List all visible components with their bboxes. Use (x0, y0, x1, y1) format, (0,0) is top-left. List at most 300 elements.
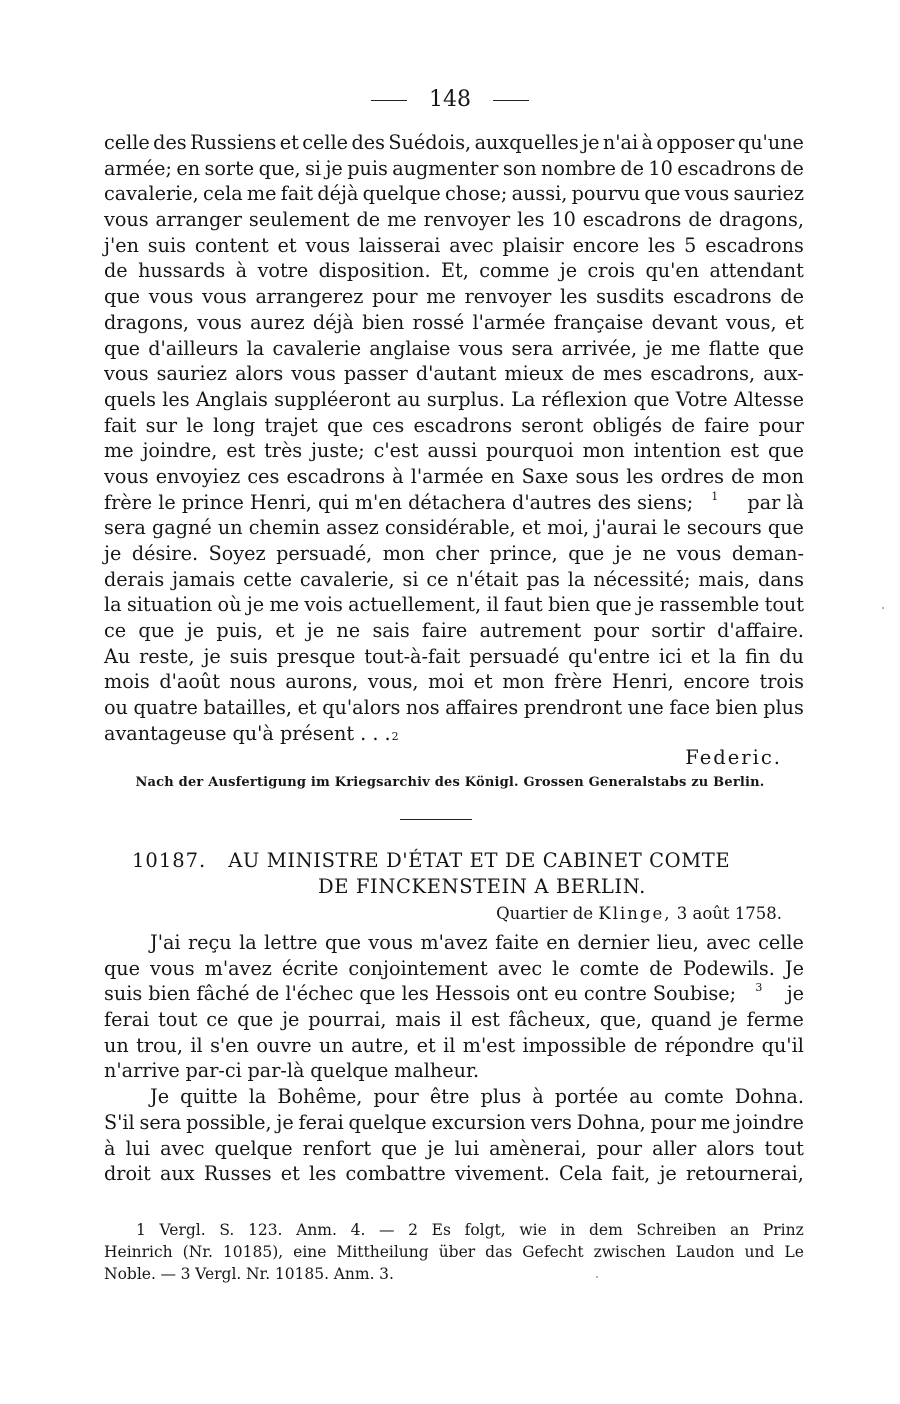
word: prendront (523, 696, 623, 720)
word: un (318, 1033, 344, 1057)
text-line (104, 618, 804, 644)
word: désire. (131, 542, 199, 565)
word: d'autant (415, 362, 497, 386)
word: déjà (312, 310, 354, 334)
text-segment: par là (747, 490, 804, 514)
text-line (104, 1136, 804, 1162)
word: Altesse (733, 387, 804, 411)
word: Cela (558, 1162, 603, 1186)
word: qu'en (645, 259, 700, 283)
word: dans (758, 567, 804, 591)
word: Je (150, 1085, 170, 1109)
word: d'août (159, 670, 220, 694)
word: et (277, 233, 297, 257)
word: lettre (264, 931, 318, 954)
header-rule-left (371, 100, 407, 101)
text-line (104, 233, 804, 259)
word: est (470, 1008, 500, 1032)
word: que, (258, 156, 301, 180)
word: je (203, 644, 221, 668)
word: 5 (684, 233, 697, 257)
word: arranger (155, 208, 242, 232)
word: intention (633, 439, 722, 463)
date-prefix: Quartier de (496, 904, 594, 923)
word: à (641, 131, 653, 154)
word: que (595, 593, 632, 617)
word: Mittheilung (336, 1243, 429, 1261)
word: les (560, 285, 588, 309)
word: la (248, 1085, 267, 1109)
word: secours (686, 516, 762, 540)
word: par-là (247, 1059, 305, 1083)
word: ce (206, 1008, 229, 1032)
word: alors (706, 1136, 755, 1160)
word: pour (650, 1110, 696, 1134)
word: La (511, 387, 536, 411)
word: ferme (746, 1008, 804, 1032)
word: ne (336, 619, 361, 643)
word: j'aurai (595, 516, 658, 540)
word: autre, (351, 1033, 410, 1057)
word: d'affaire. (717, 619, 804, 643)
word: seront (521, 413, 584, 437)
word: quelque (214, 1136, 293, 1160)
word: 3. (379, 1265, 394, 1283)
word: dem (588, 1221, 623, 1239)
word: aller (652, 1136, 697, 1160)
word: arrangerez (255, 285, 364, 309)
letter-continuation-body (104, 130, 804, 747)
page-number: 148 (429, 87, 471, 112)
word: les (517, 208, 545, 232)
word: je (104, 542, 122, 565)
word: Gefecht (522, 1243, 584, 1261)
word: rossé (412, 310, 465, 334)
word: vous (104, 362, 149, 386)
word: renvoyer (464, 285, 552, 309)
word: portée (554, 1085, 619, 1109)
word: nécessité; (593, 567, 691, 591)
word: des (153, 131, 187, 154)
text-line (104, 721, 804, 747)
word: encore (572, 233, 640, 257)
word: celle (758, 931, 804, 954)
word: avec (449, 233, 494, 257)
word: je (659, 1162, 677, 1186)
text-line (104, 1007, 804, 1033)
word: en (176, 156, 201, 180)
text-segment: je (786, 982, 804, 1006)
word: vous, (725, 310, 777, 334)
word: anglaise (369, 336, 451, 360)
word: sauriez (733, 182, 804, 206)
word: Et, (441, 259, 469, 283)
word: aussi (427, 439, 478, 463)
word: me (269, 593, 300, 617)
word: persuadé (469, 644, 560, 668)
word: conjointement (348, 956, 488, 980)
word: bien (715, 696, 758, 720)
word: que (324, 931, 361, 954)
word: vivement. (454, 1162, 550, 1186)
text-line (104, 981, 804, 1007)
word: que (327, 413, 364, 437)
word: fâcheux, (508, 1008, 592, 1032)
word: lui (125, 1136, 151, 1160)
word: vous (148, 285, 194, 309)
text-line (104, 1110, 804, 1136)
word: situation (126, 593, 213, 617)
word: je (645, 336, 663, 360)
text-line (104, 284, 804, 310)
text-line (104, 336, 804, 362)
word: m'avez (204, 956, 272, 980)
word: avec (706, 931, 751, 954)
word: renfort (302, 1136, 372, 1160)
word: ces (372, 413, 405, 437)
word: mais, (698, 567, 751, 591)
word: d'ailleurs (148, 336, 239, 360)
word: la (246, 336, 265, 360)
word: juste; (311, 439, 365, 463)
word: aurons, (285, 670, 359, 694)
word: puis, (216, 619, 264, 643)
word: chose; (445, 182, 508, 206)
word: 1 (136, 1221, 146, 1239)
word: assez (326, 516, 379, 540)
text-line (104, 669, 804, 695)
date-rest: 3 août 1758. (676, 904, 782, 923)
word: Suédois, (388, 131, 472, 154)
word: suis (229, 644, 268, 668)
word: nombre (541, 156, 616, 180)
word: fait, (611, 1162, 651, 1186)
word: de (571, 362, 595, 386)
word: dragons, (718, 208, 804, 232)
word: affaires (445, 696, 519, 720)
word: très (264, 439, 303, 463)
word: Bohême, (277, 1085, 363, 1109)
word: celle (104, 131, 150, 154)
word: et (521, 516, 541, 540)
header-rule-right (493, 100, 529, 101)
word: le (663, 516, 681, 540)
word: — (379, 1221, 395, 1239)
word: par-ci (185, 1059, 242, 1083)
word: des (351, 131, 385, 154)
text-line (104, 541, 804, 567)
text-segment: avantageuse qu'à présent . . . (104, 721, 391, 745)
word: considérable, (384, 516, 516, 540)
word: pas (526, 567, 560, 591)
word: J'ai (150, 931, 181, 954)
word: me (670, 336, 701, 360)
word: sous (575, 464, 620, 488)
word: fin (745, 644, 771, 668)
word: vous (104, 208, 149, 232)
word: escadrons (286, 464, 386, 488)
word: vous (676, 542, 722, 565)
word: ferai (104, 1008, 150, 1032)
word: que (644, 182, 681, 206)
word: sera (511, 336, 554, 360)
word: votre (257, 259, 309, 283)
word: pour (593, 619, 639, 643)
word: je (276, 1110, 294, 1134)
word: que (767, 439, 804, 463)
word: bien (362, 310, 405, 334)
word: trois (759, 670, 804, 694)
word: mon (582, 439, 625, 463)
word: et (416, 1033, 436, 1057)
word: est (730, 439, 760, 463)
word: que (104, 336, 140, 360)
text-line (104, 156, 804, 182)
source-note: Nach der Ausfertigung im Kriegsarchiv des Königl. Grossen Generalstabs zu Berlin. (135, 775, 765, 790)
letter-number: 10187. (132, 849, 207, 872)
word: sortir (651, 619, 705, 643)
word: moi, (547, 516, 590, 540)
word: à (532, 1085, 544, 1109)
word: me (387, 208, 417, 232)
word: et (275, 619, 295, 643)
word: Russes (203, 1162, 272, 1186)
word: quelque (310, 1059, 389, 1083)
word: seulement (248, 208, 350, 232)
word: mais (395, 1008, 441, 1032)
word: mon (761, 464, 804, 488)
word: de (649, 956, 673, 980)
word: je (720, 1008, 738, 1032)
word: joindre, (142, 439, 218, 463)
word: que (104, 956, 140, 980)
word: quelque (362, 182, 441, 206)
word: de (780, 285, 804, 309)
word: de (104, 259, 128, 283)
word: combattre (345, 1162, 446, 1186)
word: deman- (731, 542, 804, 565)
word: me (426, 285, 456, 309)
word: plaisir (502, 233, 564, 257)
word: un (217, 516, 243, 540)
word: rassemble (659, 593, 760, 617)
word: ouvre (256, 1033, 312, 1057)
word: dragons, (104, 310, 190, 334)
word: actuellement, (348, 593, 482, 617)
text-line (104, 258, 804, 284)
word: trou, (136, 1033, 184, 1057)
word: il (443, 1033, 456, 1057)
word: quatre (133, 696, 198, 720)
word: droit (104, 1162, 151, 1186)
word: excursion (431, 1110, 526, 1134)
word: Vergl. (195, 1265, 242, 1283)
word: crois (587, 259, 635, 283)
text-line (104, 930, 804, 956)
word: de (620, 156, 644, 180)
word: 123. (247, 1221, 283, 1239)
word: vous (368, 931, 414, 954)
word: cavalerie (272, 336, 362, 360)
word: comte (579, 956, 640, 980)
footnote-marker: 3 (755, 981, 763, 995)
word: attendant (709, 259, 804, 283)
word: suis (147, 233, 186, 257)
word: face (669, 696, 710, 720)
word: n'était (456, 567, 519, 591)
word: la (567, 567, 586, 591)
word: n'ai (602, 131, 639, 154)
word: sauriez (156, 362, 228, 386)
word: avec (497, 956, 543, 980)
word: la (718, 644, 737, 668)
word: à (104, 1136, 116, 1160)
word: jamais (172, 567, 236, 591)
text-line (104, 1084, 804, 1110)
word: pourrai, (308, 1008, 387, 1032)
word: tout (158, 1008, 198, 1032)
word: je (282, 1008, 300, 1032)
word: laisserai (358, 233, 441, 257)
word: autrement (479, 619, 582, 643)
page-header (0, 86, 900, 114)
word: Heinrich (104, 1243, 173, 1261)
word: que (138, 619, 175, 643)
text-line (104, 592, 804, 618)
word: de (671, 413, 695, 437)
word: malheur. (394, 1059, 480, 1083)
word: tout-à-fait (364, 644, 461, 668)
word: faire (704, 413, 750, 437)
word: über (438, 1243, 476, 1261)
word: dernier (577, 931, 650, 954)
word: cela (202, 182, 243, 206)
word: en (490, 464, 515, 488)
text-line (104, 567, 804, 593)
word: escadrons (413, 413, 513, 437)
word: vous, (367, 670, 419, 694)
word: et (690, 644, 710, 668)
word: m'avez (420, 931, 488, 954)
word: sera (139, 1110, 182, 1134)
word: alors (235, 362, 284, 386)
text-line (104, 413, 804, 439)
text-line (104, 644, 804, 670)
word: vous (305, 233, 351, 257)
word: le (186, 413, 204, 437)
word: aux (160, 1162, 195, 1186)
word: qu'il (761, 1033, 804, 1057)
word: Es (431, 1221, 451, 1239)
word: écrite (281, 956, 339, 980)
word: lieu, (656, 931, 699, 954)
word: wie (519, 1221, 547, 1239)
word: envoyiez (155, 464, 241, 488)
word: à (392, 464, 404, 488)
word: reçu (187, 931, 232, 954)
word: que (381, 1136, 418, 1160)
word: quand (650, 1008, 712, 1032)
word: vois (304, 593, 343, 617)
word: ne (642, 542, 667, 565)
word: frère (554, 670, 603, 694)
word: où (217, 593, 242, 617)
word: je (325, 156, 343, 180)
word: joindre (735, 1110, 804, 1134)
letter-dateline (496, 903, 782, 925)
word: m'est (462, 1033, 516, 1057)
word: Au (104, 644, 131, 668)
letter-heading-line2: DE FINCKENSTEIN A BERLIN. (318, 875, 646, 898)
word: fait (104, 413, 137, 437)
word: au (629, 1085, 654, 1109)
word: du (779, 644, 804, 668)
word: possible, (186, 1110, 272, 1134)
word: puis (347, 156, 388, 180)
footnote-marker: 1 (711, 489, 719, 503)
word: bien (548, 593, 591, 617)
word: opposer (656, 131, 735, 154)
word: ordres (660, 464, 725, 488)
letter-heading-row (132, 848, 792, 874)
word: eine (293, 1243, 327, 1261)
word: déjà (317, 182, 359, 206)
word: vous (458, 336, 504, 360)
word: Noble. (104, 1265, 156, 1283)
word: ce (426, 567, 449, 591)
word: Dohna, (576, 1110, 646, 1134)
word: content (194, 233, 269, 257)
footnote-line (104, 1263, 804, 1285)
text-line (104, 515, 804, 541)
word: Anm. (296, 1221, 337, 1239)
word: — (160, 1265, 177, 1283)
text-line (104, 695, 804, 721)
word: faut (504, 593, 543, 617)
word: un (104, 1033, 129, 1057)
word: und (744, 1243, 775, 1261)
word: répondre (664, 1033, 755, 1057)
word: impossible (522, 1033, 627, 1057)
word: que (633, 387, 670, 411)
word: Je (784, 956, 804, 980)
word: sera (104, 516, 146, 540)
word: retournerai, (685, 1162, 804, 1186)
word: le (552, 956, 570, 980)
word: chemin (248, 516, 320, 540)
word: devant (651, 310, 718, 334)
word: zwischen (593, 1243, 666, 1261)
word: l'armée (472, 310, 546, 334)
word: de (731, 464, 755, 488)
word: vous (104, 464, 149, 488)
word: reste, (139, 644, 195, 668)
text-segment: suis bien fâché de l'échec que les Hessois ont eu contre Soubise; (104, 982, 737, 1006)
word: vous (291, 362, 336, 386)
word: an (729, 1221, 750, 1239)
word: vous (202, 285, 247, 309)
word: les (626, 464, 654, 488)
word: et (279, 131, 299, 154)
text-line (104, 387, 804, 413)
word: Votre (675, 387, 728, 411)
text-line (104, 130, 804, 156)
word: ou (104, 696, 128, 720)
word: qu'alors (322, 696, 401, 720)
word: aurez (250, 310, 305, 334)
word: faire (422, 619, 468, 643)
word: 3 (180, 1265, 191, 1283)
